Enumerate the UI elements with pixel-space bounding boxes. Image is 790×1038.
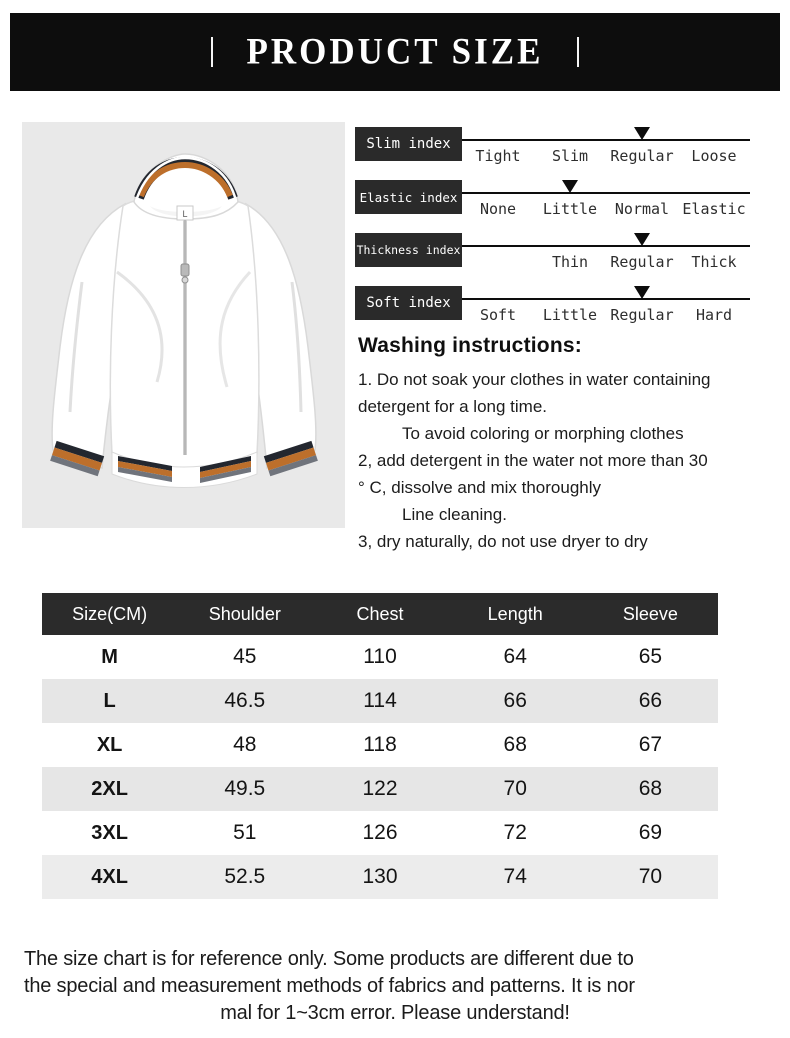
shoulder-cell: 48 (233, 733, 257, 756)
elastic-index-row (355, 180, 750, 218)
page-banner (10, 13, 780, 91)
washing-title: Washing instructions: (358, 334, 582, 357)
size-tag: L (182, 209, 188, 219)
chest-cell: 118 (363, 733, 397, 756)
size-cell: 3XL (91, 821, 128, 844)
sleeve-cell: 67 (638, 733, 663, 756)
scale-option: Elastic (682, 200, 746, 218)
scale-option: Little (542, 200, 598, 218)
slim-index-scale (462, 127, 750, 165)
disclaimer (24, 946, 766, 1027)
elastic-index-label: Elastic index (355, 180, 462, 214)
shoulder-cell: 51 (233, 821, 257, 844)
scale-option: Tight (475, 147, 521, 165)
scale-option: Regular (610, 253, 674, 271)
washing-instructions (358, 334, 784, 555)
washing-line: detergent for a long time. (358, 397, 548, 416)
scale-options (462, 200, 750, 218)
table-row (42, 811, 718, 855)
title-left-bar (211, 37, 213, 67)
table-row (42, 635, 718, 679)
slim-index-row (355, 127, 750, 165)
column-header: Chest (356, 603, 404, 624)
scale-options (462, 306, 750, 324)
scale-line (462, 139, 750, 141)
shoulder-cell: 49.5 (224, 777, 266, 800)
scale-option: Little (542, 306, 598, 324)
size-cell: 4XL (91, 865, 128, 888)
table-row (42, 855, 718, 899)
scale-options (462, 147, 750, 165)
size-cell: L (103, 689, 116, 712)
disclaimer-line: mal for 1~3cm error. Please understand! (220, 1002, 570, 1024)
washing-line: To avoid coloring or morphing clothes (402, 424, 684, 443)
scale-option: Slim (551, 147, 589, 165)
scale-option: Regular (610, 147, 674, 165)
soft-index-scale (462, 286, 750, 324)
column-header: Size(CM) (72, 603, 148, 624)
scale-option (462, 253, 534, 271)
washing-line: 3, dry naturally, do not use dryer to dry (358, 532, 648, 551)
length-cell: 70 (503, 777, 527, 800)
column-header: Length (487, 603, 543, 624)
shoulder-cell: 46.5 (224, 689, 266, 712)
length-cell: 64 (503, 645, 527, 668)
slim-index-label: Slim index (355, 127, 462, 161)
scale-line (462, 192, 750, 194)
size-cell: XL (96, 733, 123, 756)
shoulder-cell: 45 (233, 645, 257, 668)
scale-option: Thick (691, 253, 737, 271)
scale-option: Regular (610, 306, 674, 324)
soft-index-row (355, 286, 750, 324)
table-row (42, 679, 718, 723)
table-row (42, 767, 718, 811)
scale-options (462, 253, 750, 271)
product-photo (22, 122, 345, 528)
length-cell: 72 (503, 821, 527, 844)
length-cell: 68 (503, 733, 527, 756)
sleeve-cell: 68 (638, 777, 663, 800)
length-cell: 66 (503, 689, 527, 712)
washing-line: ° C, dissolve and mix thoroughly (358, 478, 602, 497)
chest-cell: 126 (362, 821, 398, 844)
sleeve-cell: 70 (638, 865, 663, 888)
marker-down-triangle-icon (634, 286, 650, 299)
thickness-index-label: Thickness index (355, 233, 462, 267)
marker-down-triangle-icon (634, 233, 650, 246)
length-cell: 74 (503, 865, 527, 888)
soft-index-label: Soft index (355, 286, 462, 320)
size-cell: M (101, 645, 118, 668)
size-cell: 2XL (91, 777, 128, 800)
scale-line (462, 245, 750, 247)
scale-option: Soft (479, 306, 517, 324)
scale-option: Normal (614, 200, 670, 218)
scale-option: Hard (695, 306, 733, 324)
chest-cell: 130 (362, 865, 398, 888)
scale-line (462, 298, 750, 300)
chest-cell: 122 (362, 777, 398, 800)
shoulder-cell: 52.5 (224, 865, 266, 888)
scale-option: None (479, 200, 517, 218)
table-row (42, 723, 718, 767)
size-table (42, 593, 718, 899)
scale-option: Thin (551, 253, 589, 271)
sleeve-cell: 66 (638, 689, 663, 712)
scale-option: Loose (691, 147, 737, 165)
title-right-bar (577, 37, 579, 67)
table-header-row (42, 593, 718, 635)
page-title: PRODUCT SIZE (246, 31, 544, 72)
marker-down-triangle-icon (634, 127, 650, 140)
sleeve-cell: 69 (638, 821, 663, 844)
thickness-index-scale (462, 233, 750, 271)
washing-line: 2, add detergent in the water not more than 30 (358, 451, 708, 470)
chest-cell: 114 (363, 689, 397, 712)
washing-line: Line cleaning. (402, 505, 507, 524)
chest-cell: 110 (363, 645, 397, 668)
disclaimer-line: The size chart is for reference only. Some products are different due to (24, 948, 634, 970)
index-scales (355, 122, 750, 324)
jacket-illustration (22, 122, 345, 528)
column-header: Shoulder (208, 603, 281, 624)
disclaimer-line: the special and measurement methods of fabrics and patterns. It is nor (24, 975, 635, 997)
sleeve-cell: 65 (638, 645, 663, 668)
elastic-index-scale (462, 180, 750, 218)
washing-line: 1. Do not soak your clothes in water containing (358, 370, 711, 389)
marker-down-triangle-icon (562, 180, 578, 193)
thickness-index-row (355, 233, 750, 271)
column-header: Sleeve (622, 603, 678, 624)
